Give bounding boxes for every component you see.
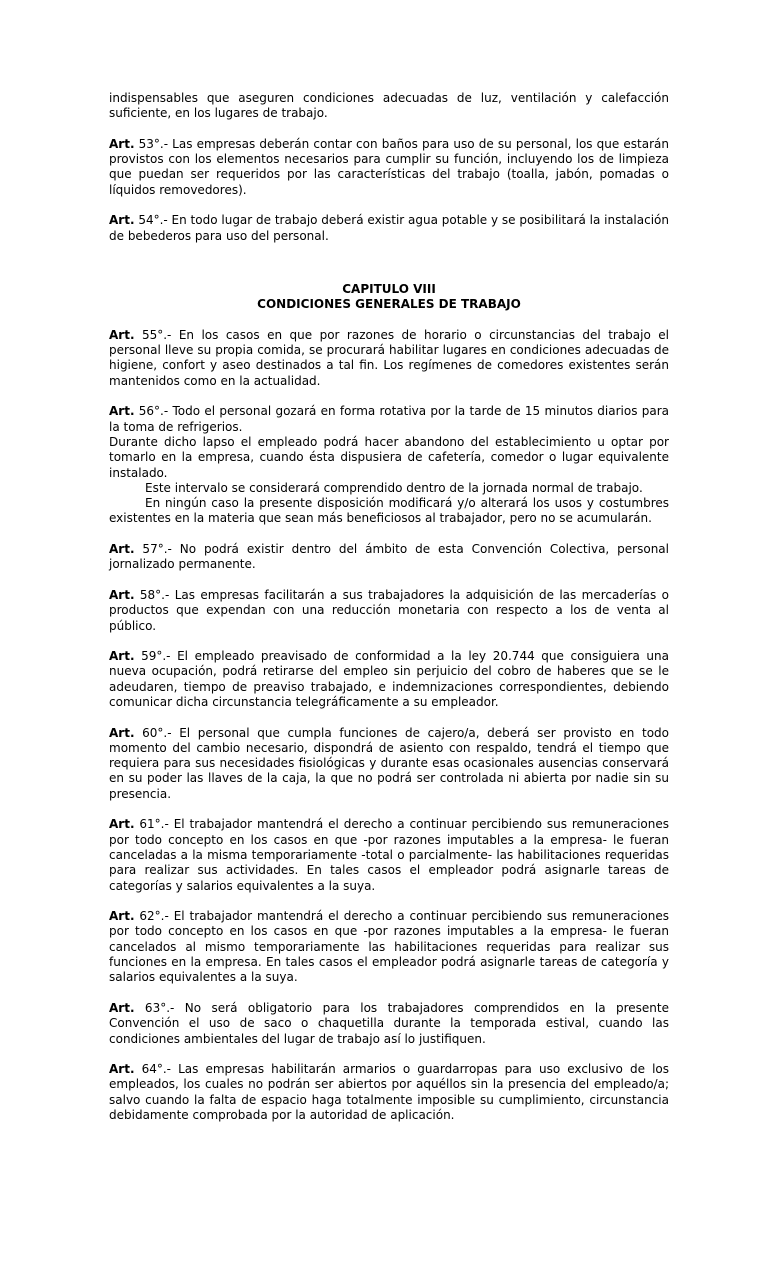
article-56-paragraph: Durante dicho lapso el empleado podrá hacer abandono del establecimiento u optar por tomarlo en la empresa, cuando ésta dispusiera de cafetería, comedor o lugar equivalente instalado. [109,434,669,480]
article-61 [109,817,669,893]
article-text: 57°.- No podrá existir dentro del ámbito de esta Convención Colectiva, personal jornalizado permanente. [109,542,669,572]
article-text: 54°.- En todo lugar de trabajo deberá existir agua potable y se posibilitará la instalación de bebederos para uso del personal. [109,213,669,243]
article-label: Art. [109,136,135,151]
article-59 [109,649,669,710]
article-label: Art. [109,327,135,342]
article-text: 62°.- El trabajador mantendrá el derecho a continuar percibiendo sus remuneraciones por todo concepto en los casos en que -por razones imputables a la empresa- le fueran cancelados al mismo temporariamente las habilitaciones requeridas para realizar sus funciones en la empresa. En tales casos el empleador podrá asignarle tareas de categoría y salarios equivalentes a la suya. [109,909,669,985]
chapter-number: CAPITULO VIII [342,281,436,296]
article-56-paragraph: En ningún caso la presente disposición modificará y/o alterará los usos y costumbres existentes en la materia que sean más beneficiosos al trabajador, pero no se acumularán. [109,496,669,526]
article-64 [109,1062,669,1123]
article-label: Art. [109,649,135,664]
article-text: 59°.- El empleado preavisado de conformidad a la ley 20.744 que consiguiera una nueva ocupación, podrá retirarse del empleo sin perjuicio del cobro de haberes que se le adeudaren, tiempo de preaviso trabajado, e indemnizaciones correspondientes, debiendo comunicar dicha circunstancia telegráficamente a su empleador. [109,649,669,709]
article-text: 63°.- No será obligatorio para los trabajadores comprendidos en la presente Convención el uso de saco o chaquetilla durante la temporada estival, cuando las condiciones ambientales del lugar de trabajo así lo justifiquen. [109,1000,669,1046]
article-text: 53°.- Las empresas deberán contar con baños para uso de su personal, los que estarán provistos con los elementos necesarios para cumplir su función, incluyendo los de limpieza que puedan ser requeridos por las características del trabajo (toalla, jabón, pomadas o líquidos removedores). [109,136,669,197]
article-label: Art. [109,542,135,557]
paragraph-continuation: indispensables que aseguren condiciones adecuadas de luz, ventilación y calefacción suficiente, en los lugares de trabajo. [109,91,669,121]
article-56 [109,404,669,435]
article-text: 61°.- El trabajador mantendrá el derecho a continuar percibiendo sus remuneraciones por todo concepto en los casos en que -por razones imputables a la empresa- le fueran canceladas a la misma temporariamente -total o parcialmente- las habilitaciones requeridas para realizar sus actividades. En tales casos el empleador podrá asignarle tareas de categorías y salarios equivalentes a la suya. [109,817,669,893]
chapter-title: CONDICIONES GENERALES DE TRABAJO [257,297,521,312]
article-label: Art. [109,909,135,924]
article-text: 58°.- Las empresas facilitarán a sus trabajadores la adquisición de las mercaderías o productos que expendan con una reducción monetaria con respecto a los de venta al público. [109,587,669,633]
article-62 [109,909,669,985]
article-text: 56°.- Todo el personal gozará en forma rotativa por la tarde de 15 minutos diarios para la toma de refrigerios. [109,404,669,434]
article-label: Art. [109,404,135,419]
article-label: Art. [109,817,135,832]
article-text: 55°.- En los casos en que por razones de horario o circunstancias del trabajo el personal lleve su propia comida, se procurará habilitar lugares en condiciones adecuadas de higiene, confort y aseo destinados a tal fin. Los regímenes de comedores existentes serán mantenidos como en la actualidad. [109,327,669,388]
article-label: Art. [109,725,135,740]
chapter-heading [109,282,669,313]
article-53 [109,137,669,198]
article-text: 64°.- Las empresas habilitarán armarios o guardarropas para uso exclusivo de los empleados, los cuales no podrán ser abiertos por aquéllos sin la presencia del empleado/a; salvo cuando la falta de espacio haga totalmente imposible su cumplimiento, circunstancia debidamente comprobada por la autoridad de aplicación. [109,1062,669,1122]
article-57 [109,542,669,573]
article-54 [109,213,669,244]
article-56-paragraph: Este intervalo se considerará comprendido dentro de la jornada normal de trabajo. [145,480,643,495]
article-label: Art. [109,213,135,228]
article-63 [109,1001,669,1047]
article-label: Art. [109,1062,135,1077]
article-55 [109,328,669,389]
article-60 [109,726,669,802]
article-text: 60°.- El personal que cumpla funciones de cajero/a, deberá ser provisto en todo momento del cambio necesario, dispondrá de asiento con respaldo, tendrá el tiempo que requiera para sus necesidades fisiológicas y durante esas ocasionales ausencias conservará en su poder las llaves de la caja, la que no podrá ser controlada ni abierta por nadie sin su presencia. [109,725,669,801]
article-label: Art. [109,1000,135,1015]
article-label: Art. [109,587,135,602]
article-58 [109,588,669,634]
